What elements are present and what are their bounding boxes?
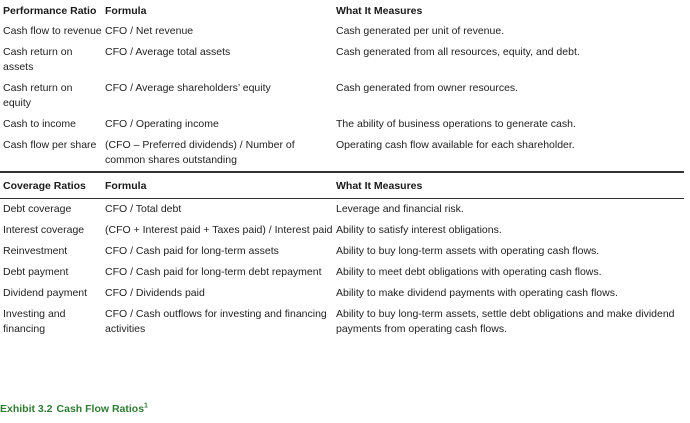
header-formula: Formula bbox=[102, 172, 333, 199]
header-what-it-measures: What It Measures bbox=[333, 172, 684, 199]
ratio-formula: CFO / Cash outflows for investing and financing activities bbox=[105, 308, 327, 335]
ratio-formula: CFO / Operating income bbox=[105, 118, 219, 130]
ratio-measure: Ability to buy long-term assets with operating cash flows. bbox=[336, 245, 600, 257]
ratio-formula: CFO / Net revenue bbox=[105, 25, 194, 37]
coverage-header-row bbox=[0, 172, 684, 199]
ratio-measure: Cash generated per unit of revenue. bbox=[336, 25, 505, 37]
ratio-formula: (CFO – Preferred dividends) / Number of common shares outstanding bbox=[105, 139, 295, 166]
ratio-measure: Operating cash flow available for each shareholder. bbox=[336, 139, 575, 151]
table-row bbox=[0, 199, 684, 221]
table-row bbox=[0, 283, 684, 304]
ratio-formula: CFO / Total debt bbox=[105, 203, 182, 215]
ratio-name: Cash flow to revenue bbox=[3, 25, 102, 37]
ratio-name: Debt coverage bbox=[3, 203, 72, 215]
table-row bbox=[0, 262, 684, 283]
ratio-name: Cash to income bbox=[3, 118, 76, 130]
ratio-name: Investing and financing bbox=[3, 308, 66, 335]
table-row bbox=[0, 220, 684, 241]
ratio-name: Dividend payment bbox=[3, 287, 88, 299]
table-row bbox=[0, 135, 684, 172]
table-row bbox=[0, 304, 684, 340]
ratio-measure: Ability to meet debt obligations with operating cash flows. bbox=[336, 266, 602, 278]
ratio-measure: Ability to make dividend payments with operating cash flows. bbox=[336, 287, 618, 299]
ratio-formula: CFO / Average shareholders’ equity bbox=[105, 82, 271, 94]
footnote-marker[interactable]: 1 bbox=[144, 402, 148, 410]
ratio-name: Debt payment bbox=[3, 266, 69, 278]
header-performance-ratio: Performance Ratio bbox=[3, 5, 97, 17]
ratio-measure: Ability to satisfy interest obligations. bbox=[336, 224, 502, 236]
table-row bbox=[0, 78, 684, 114]
ratio-measure: The ability of business operations to generate cash. bbox=[336, 118, 576, 130]
table-row bbox=[0, 114, 684, 135]
ratio-name: Interest coverage bbox=[3, 224, 85, 236]
performance-header-row bbox=[0, 0, 684, 21]
ratio-name: Cash return on assets bbox=[3, 46, 73, 73]
ratio-formula: CFO / Dividends paid bbox=[105, 287, 205, 299]
table-row bbox=[0, 42, 684, 78]
table-row bbox=[0, 21, 684, 42]
ratio-name: Cash flow per share bbox=[3, 139, 97, 151]
ratio-formula: CFO / Average total assets bbox=[105, 46, 231, 58]
ratio-measure: Cash generated from owner resources. bbox=[336, 82, 519, 94]
exhibit-caption bbox=[0, 402, 148, 416]
exhibit-number: Exhibit 3.2 bbox=[0, 403, 53, 415]
ratio-name: Cash return on equity bbox=[3, 82, 73, 109]
ratio-measure: Leverage and financial risk. bbox=[336, 203, 464, 215]
ratio-formula: CFO / Cash paid for long-term assets bbox=[105, 245, 279, 257]
ratio-formula: CFO / Cash paid for long-term debt repayment bbox=[105, 266, 322, 278]
ratio-formula: (CFO + Interest paid + Taxes paid) / Interest paid bbox=[105, 224, 333, 236]
header-formula: Formula bbox=[105, 5, 147, 17]
table-row bbox=[0, 241, 684, 262]
ratio-measure: Ability to buy long-term assets, settle debt obligations and make dividend payments from operating cash flows. bbox=[336, 308, 675, 335]
ratio-measure: Cash generated from all resources, equity, and debt. bbox=[336, 46, 580, 58]
ratio-name: Reinvestment bbox=[3, 245, 68, 257]
exhibit-title: Cash Flow Ratios bbox=[56, 403, 145, 415]
header-coverage-ratios: Coverage Ratios bbox=[0, 172, 102, 199]
header-what-it-measures: What It Measures bbox=[336, 5, 423, 17]
